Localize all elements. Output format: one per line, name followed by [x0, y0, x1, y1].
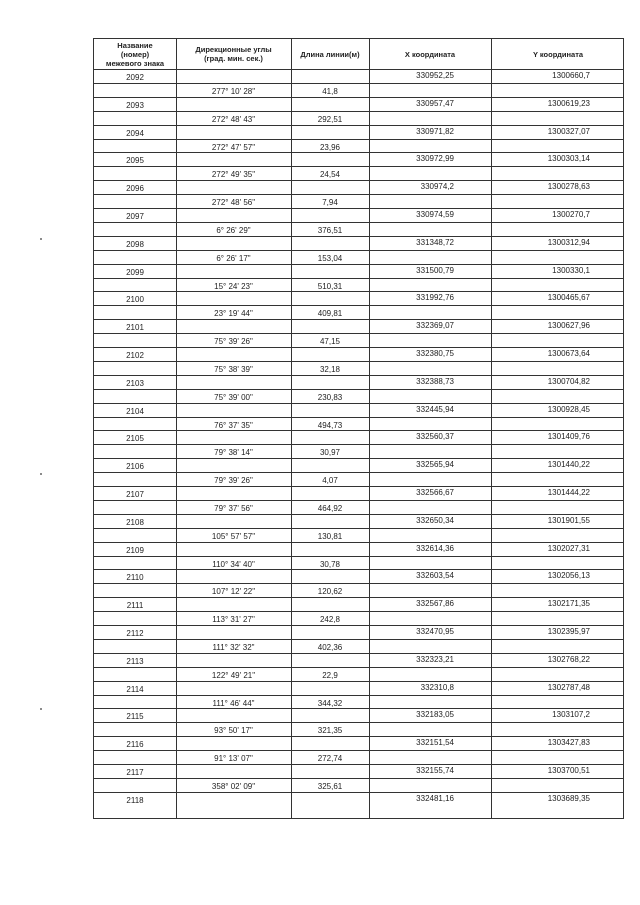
row-divider	[94, 681, 623, 682]
direction-angle: 111° 46' 44"	[212, 698, 255, 708]
x-coordinate: 332614,36	[416, 543, 454, 553]
y-coordinate: 1302027,31	[547, 543, 590, 553]
line-length: 153,04	[317, 253, 343, 263]
row-divider	[94, 208, 623, 209]
row-divider	[94, 417, 623, 418]
point-name: 2105	[126, 434, 144, 444]
x-coordinate: 332183,05	[416, 710, 454, 720]
y-coordinate: 1300660,7	[552, 71, 590, 80]
point-name: 2108	[126, 517, 144, 527]
point-name: 2115	[126, 712, 144, 722]
point-name: 2101	[126, 323, 144, 333]
y-coordinate: 1300270,7	[552, 210, 590, 219]
y-coordinate: 1302787,48	[547, 682, 590, 692]
row-divider	[94, 695, 623, 696]
row-divider	[94, 583, 623, 584]
row-divider	[94, 264, 623, 265]
row-divider	[94, 556, 623, 557]
row-divider	[94, 528, 623, 529]
x-coordinate: 332560,37	[416, 432, 454, 442]
x-coordinate: 331348,72	[416, 237, 454, 247]
direction-angle: 6° 26' 17"	[216, 253, 251, 263]
row-divider	[94, 472, 623, 473]
row-divider	[94, 778, 623, 779]
direction-angle: 272° 48' 43"	[211, 114, 256, 124]
y-coordinate: 1300303,14	[547, 154, 590, 164]
scan-speck	[40, 708, 42, 710]
row-divider	[94, 194, 623, 195]
point-name: 2113	[126, 656, 144, 666]
row-divider	[94, 333, 623, 334]
line-length: 30,97	[319, 448, 341, 458]
row-divider	[94, 111, 623, 112]
row-divider	[94, 792, 623, 793]
x-coordinate: 332369,07	[416, 321, 454, 331]
point-name: 2109	[126, 545, 144, 555]
row-divider	[94, 611, 623, 612]
x-coordinate: 332155,74	[416, 766, 454, 775]
point-name: 2118	[126, 795, 144, 805]
x-coordinate: 332565,94	[416, 460, 454, 470]
row-divider	[94, 722, 623, 723]
row-divider	[94, 667, 623, 668]
point-name: 2095	[126, 156, 144, 166]
direction-angle: 107° 12' 22"	[211, 587, 256, 597]
row-divider	[94, 278, 623, 279]
row-divider	[94, 291, 623, 292]
y-coordinate: 1301901,55	[547, 515, 590, 525]
row-divider	[94, 250, 623, 251]
direction-angle: 272° 47' 57"	[211, 142, 256, 152]
row-divider	[94, 222, 623, 223]
direction-angle: 105° 57' 57"	[211, 531, 256, 541]
direction-angle: 15° 24' 23"	[214, 281, 253, 291]
direction-angle: 272° 49' 35"	[211, 170, 256, 180]
direction-angle: 6° 26' 29"	[216, 226, 251, 235]
x-coordinate: 332470,95	[416, 627, 454, 636]
line-length: 510,31	[317, 281, 343, 291]
point-name: 2098	[126, 239, 144, 249]
direction-angle: 110° 34' 40"	[212, 559, 255, 569]
x-coordinate: 332650,34	[416, 515, 454, 525]
direction-angle: 358° 02' 09"	[211, 782, 256, 791]
line-length: 325,61	[317, 782, 343, 791]
x-coordinate: 332567,86	[416, 599, 454, 609]
point-name: 2114	[126, 684, 144, 694]
row-divider	[94, 514, 623, 515]
x-coordinate: 330971,82	[416, 126, 454, 136]
row-divider	[94, 542, 623, 543]
row-divider	[94, 486, 623, 487]
point-name: 2116	[126, 740, 144, 750]
line-length: 464,92	[317, 504, 343, 513]
x-coordinate: 330974,59	[416, 210, 454, 219]
row-divider	[94, 347, 623, 348]
line-length: 376,51	[317, 226, 343, 235]
header-angle: Дирекционные углы (град. мин. сек.)	[195, 45, 272, 63]
row-divider	[94, 236, 623, 237]
x-coordinate: 332151,54	[416, 738, 454, 748]
direction-angle: 75° 39' 00"	[214, 392, 253, 402]
line-length: 292,51	[317, 114, 343, 124]
x-coordinate: 332388,73	[416, 376, 454, 386]
y-coordinate: 1302056,13	[547, 571, 590, 581]
row-divider	[94, 500, 623, 501]
direction-angle: 79° 39' 26"	[214, 476, 253, 486]
line-length: 120,62	[317, 587, 343, 597]
point-name: 2104	[126, 406, 144, 416]
line-length: 41,8	[322, 87, 338, 96]
row-divider	[94, 403, 623, 404]
point-name: 2096	[126, 184, 144, 194]
line-length: 321,35	[317, 726, 343, 736]
x-coordinate: 331500,79	[416, 265, 454, 275]
x-coordinate: 332380,75	[416, 349, 454, 358]
line-length: 230,83	[317, 392, 343, 402]
y-coordinate: 1300928,45	[547, 404, 590, 414]
x-coordinate: 332603,54	[416, 571, 454, 581]
line-length: 409,81	[317, 309, 343, 319]
row-divider	[94, 444, 623, 445]
y-coordinate: 1300327,07	[547, 126, 590, 136]
y-coordinate: 1303700,51	[547, 766, 590, 775]
row-divider	[94, 69, 623, 70]
row-divider	[94, 764, 623, 765]
direction-angle: 113° 31' 27"	[212, 615, 255, 625]
row-divider	[94, 653, 623, 654]
row-divider	[94, 750, 623, 751]
row-divider	[94, 139, 623, 140]
x-coordinate: 331992,76	[416, 293, 454, 303]
coordinates-table	[93, 38, 624, 819]
x-coordinate: 332481,16	[416, 793, 454, 803]
direction-angle: 122° 49' 21"	[211, 670, 256, 680]
x-coordinate: 332445,94	[416, 404, 454, 414]
row-divider	[94, 83, 623, 84]
row-divider	[94, 639, 623, 640]
header-length: Длина линии(м)	[300, 49, 360, 59]
point-name: 2094	[126, 128, 144, 138]
y-coordinate: 1302768,22	[547, 654, 590, 664]
scan-speck	[40, 238, 42, 240]
row-divider	[94, 361, 623, 362]
y-coordinate: 1303689,35	[547, 793, 590, 803]
header-y: Y координата	[532, 49, 584, 59]
point-name: 2117	[126, 768, 144, 777]
y-coordinate: 1300673,64	[547, 349, 590, 358]
point-name: 2099	[126, 267, 144, 277]
point-name: 2097	[126, 212, 144, 221]
row-divider	[94, 625, 623, 626]
direction-angle: 111° 32' 32"	[212, 643, 255, 652]
x-coordinate: 332310,8	[420, 682, 454, 692]
direction-angle: 91° 13' 07"	[214, 754, 253, 764]
x-coordinate: 332566,67	[416, 488, 454, 497]
line-length: 4,07	[322, 476, 338, 486]
y-coordinate: 1301444,22	[547, 488, 590, 497]
line-length: 130,81	[317, 531, 343, 541]
line-length: 344,32	[317, 698, 343, 708]
line-length: 272,74	[317, 754, 343, 764]
y-coordinate: 1300619,23	[547, 98, 590, 108]
row-divider	[94, 152, 623, 153]
point-name: 2092	[126, 73, 144, 82]
point-name: 2110	[126, 573, 144, 583]
row-divider	[94, 430, 623, 431]
line-length: 22,9	[322, 670, 338, 680]
y-coordinate: 1301409,76	[547, 432, 590, 442]
direction-angle: 79° 38' 14"	[214, 448, 253, 458]
direction-angle: 272° 48' 56"	[211, 198, 256, 208]
row-divider	[94, 305, 623, 306]
row-divider	[94, 597, 623, 598]
row-divider	[94, 569, 623, 570]
direction-angle: 277° 10' 28"	[211, 87, 256, 96]
y-coordinate: 1300704,82	[547, 376, 590, 386]
line-length: 402,36	[317, 643, 343, 652]
point-name: 2093	[126, 100, 144, 110]
point-name: 2107	[126, 490, 144, 499]
x-coordinate: 330972,99	[416, 154, 454, 164]
line-length: 7,94	[322, 198, 338, 208]
x-coordinate: 332323,21	[416, 654, 454, 664]
line-length: 32,18	[319, 365, 341, 374]
line-length: 24,54	[319, 170, 341, 180]
y-coordinate: 1302171,35	[547, 599, 590, 609]
row-divider	[94, 125, 623, 126]
x-coordinate: 330974,2	[420, 182, 454, 192]
y-coordinate: 1302395,97	[547, 627, 590, 636]
header-name: Название (номер) межевого знака	[105, 40, 165, 68]
point-name: 2106	[126, 462, 144, 472]
y-coordinate: 1300330,1	[552, 265, 590, 275]
line-length: 242,8	[319, 615, 341, 625]
line-length: 30,78	[319, 559, 341, 569]
y-coordinate: 1300627,96	[547, 321, 590, 331]
row-divider	[94, 97, 623, 98]
row-divider	[94, 736, 623, 737]
x-coordinate: 330957,47	[416, 98, 454, 108]
y-coordinate: 1300278,63	[547, 182, 590, 192]
point-name: 2112	[126, 629, 144, 638]
header-x: X координата	[404, 49, 456, 59]
direction-angle: 75° 38' 39"	[214, 365, 253, 374]
direction-angle: 76° 37' 35"	[214, 420, 253, 430]
row-divider	[94, 319, 623, 320]
point-name: 2102	[126, 351, 144, 360]
y-coordinate: 1301440,22	[547, 460, 590, 470]
direction-angle: 75° 39' 26"	[214, 337, 253, 347]
row-divider	[94, 375, 623, 376]
row-divider	[94, 166, 623, 167]
point-name: 2103	[126, 378, 144, 388]
row-divider	[94, 389, 623, 390]
row-divider	[94, 458, 623, 459]
point-name: 2111	[126, 601, 144, 611]
direction-angle: 93° 50' 17"	[214, 726, 253, 736]
line-length: 494,73	[317, 420, 343, 430]
x-coordinate: 330952,25	[416, 71, 454, 80]
row-divider	[94, 708, 623, 709]
row-divider	[94, 180, 623, 181]
direction-angle: 23° 19' 44"	[214, 309, 253, 319]
y-coordinate: 1303427,83	[547, 738, 590, 748]
point-name: 2100	[126, 295, 144, 305]
y-coordinate: 1303107,2	[552, 710, 590, 720]
scan-speck	[40, 473, 42, 475]
y-coordinate: 1300465,67	[547, 293, 590, 303]
line-length: 47,15	[319, 337, 341, 347]
direction-angle: 79° 37' 56"	[214, 504, 253, 513]
line-length: 23,96	[319, 142, 341, 152]
y-coordinate: 1300312,94	[547, 237, 590, 247]
